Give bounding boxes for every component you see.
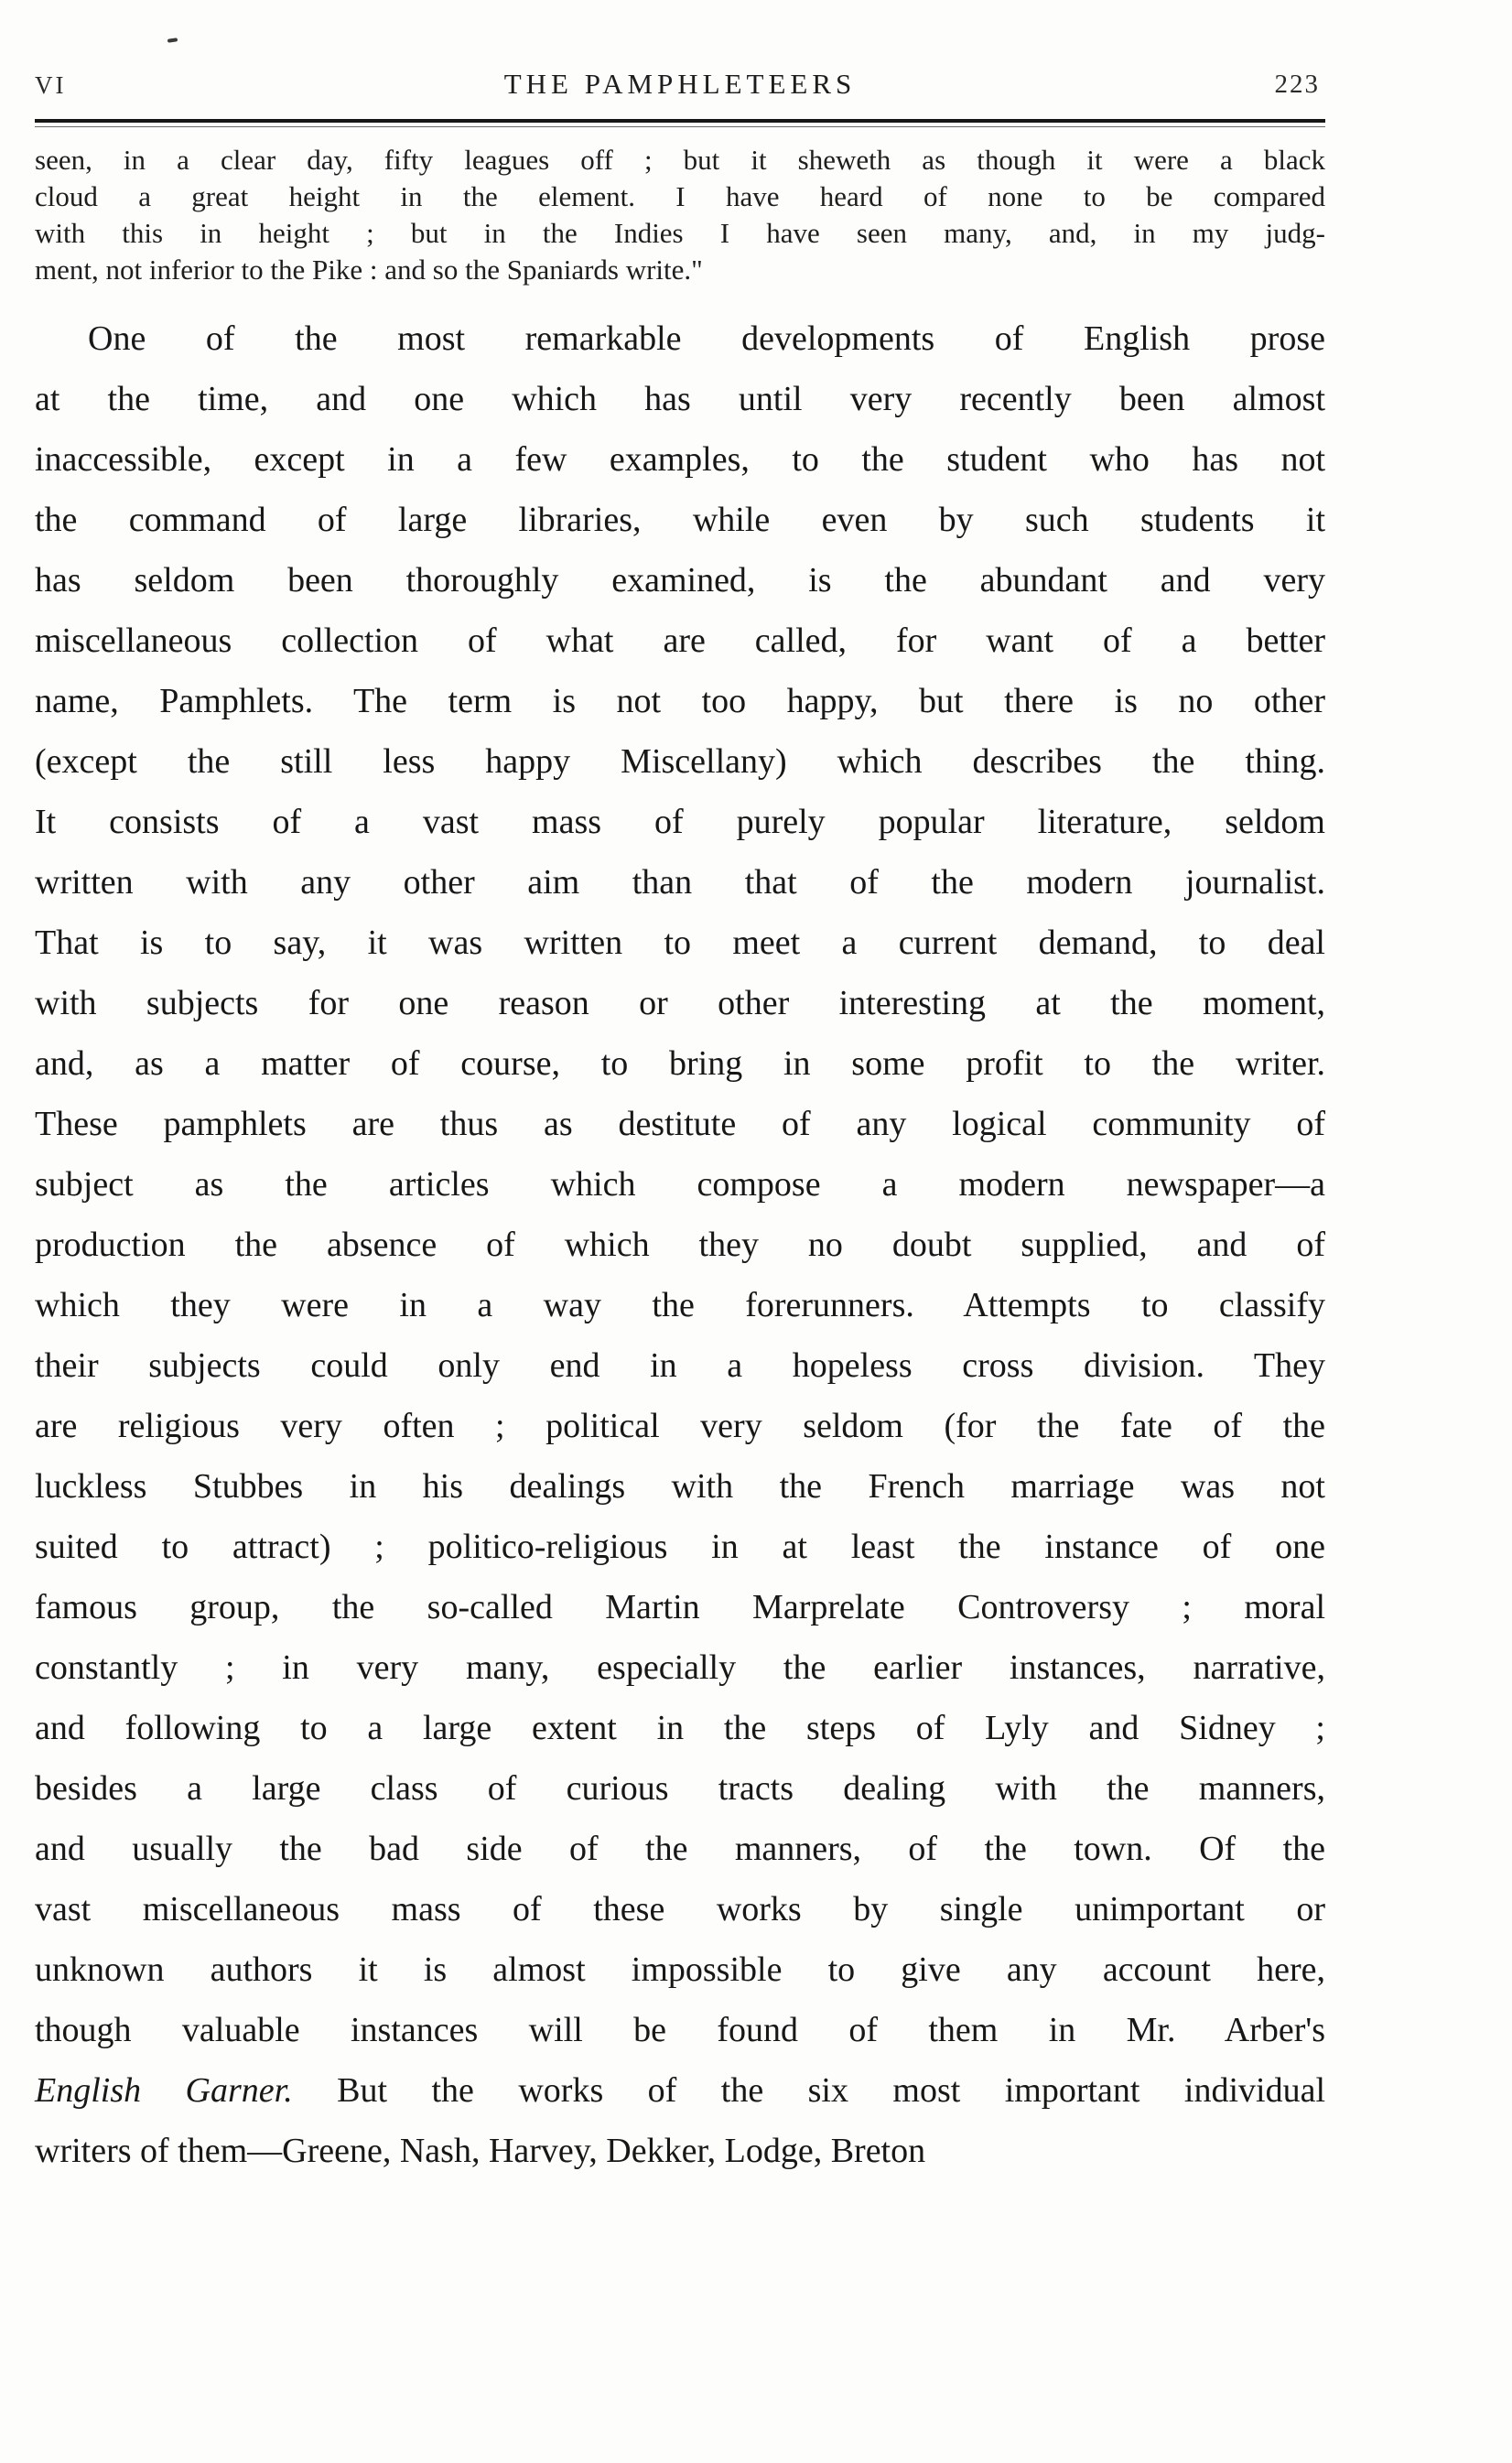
text-segment: name, Pamphlets. The term is not too happy, but there is no other xyxy=(35,682,1325,720)
page-number: 223 xyxy=(1274,70,1320,99)
text-segment: ment, not inferior to the Pike : and so the Spaniards write." xyxy=(35,254,703,286)
text-segment: writers of them—Greene, Nash, Harvey, Dekker, Lodge, Breton xyxy=(35,2132,926,2170)
text-segment: and, as a matter of course, to bring in some profit to the writer. xyxy=(35,1044,1325,1083)
text-line xyxy=(35,2000,1325,2060)
text-line xyxy=(35,369,1325,429)
text-line xyxy=(35,1758,1325,1819)
text-line xyxy=(35,2060,1325,2121)
body-paragraph xyxy=(35,308,1325,2181)
text-segment: cloud a great height in the element. I have heard of none to be compared xyxy=(35,180,1325,212)
text-segment: miscellaneous collection of what are called, for want of a better xyxy=(35,621,1325,660)
text-line xyxy=(35,2121,1325,2181)
text-segment: constantly ; in very many, especially the earlier instances, narrative, xyxy=(35,1648,1325,1687)
text-line xyxy=(35,1033,1325,1094)
text-line xyxy=(35,1939,1325,2000)
text-line xyxy=(35,1819,1325,1879)
text-line xyxy=(35,973,1325,1033)
text-segment: and usually the bad side of the manners, of the town. Of the xyxy=(35,1830,1325,1868)
text-segment: besides a large class of curious tracts dealing with the manners, xyxy=(35,1769,1325,1808)
text-line xyxy=(35,1698,1325,1758)
text-segment: has seldom been thoroughly examined, is the abundant and very xyxy=(35,561,1325,600)
text-segment: luckless Stubbes in his dealings with the French marriage was not xyxy=(35,1467,1325,1506)
text-segment: (except the still less happy Miscellany) which describes the thing. xyxy=(35,742,1325,781)
text-line xyxy=(35,1637,1325,1698)
text-column xyxy=(35,68,1325,2181)
text-segment: That is to say, it was written to meet a current demand, to deal xyxy=(35,924,1325,962)
text-line xyxy=(35,852,1325,913)
text-segment: at the time, and one which has until very recently been almost xyxy=(35,380,1325,418)
text-line xyxy=(35,1577,1325,1637)
text-line xyxy=(35,792,1325,852)
text-line xyxy=(35,671,1325,731)
text-segment: These pamphlets are thus as destitute of any logical community of xyxy=(35,1105,1325,1143)
text-segment: with subjects for one reason or other interesting at the moment, xyxy=(35,984,1325,1022)
text-line xyxy=(35,142,1325,178)
text-line xyxy=(35,550,1325,610)
page-title: THE PAMPHLETEERS xyxy=(503,68,857,100)
text-segment: But the works of the six most important individual xyxy=(292,2071,1326,2110)
text-line xyxy=(35,252,1325,288)
text-segment: with this in height ; but in the Indies I have seen many, and, in my judg- xyxy=(35,217,1325,249)
text-segment: It consists of a vast mass of purely popular literature, seldom xyxy=(35,803,1325,841)
text-line xyxy=(35,429,1325,490)
text-line xyxy=(35,1335,1325,1396)
text-segment: suited to attract) ; politico-religious in at least the instance of one xyxy=(35,1528,1325,1566)
text-segment: famous group, the so-called Martin Marprelate Controversy ; moral xyxy=(35,1588,1325,1626)
text-segment: vast miscellaneous mass of these works by single unimportant or xyxy=(35,1890,1325,1928)
text-line xyxy=(35,1215,1325,1275)
text-segment: inaccessible, except in a few examples, to the student who has not xyxy=(35,440,1325,479)
text-segment: their subjects could only end in a hopeless cross division. They xyxy=(35,1346,1325,1385)
text-segment: the command of large libraries, while even by such students it xyxy=(35,501,1325,539)
text-line xyxy=(35,1517,1325,1577)
text-segment: are religious very often ; political very seldom (for the fate of the xyxy=(35,1407,1325,1445)
text-segment: which they were in a way the forerunners. Attempts to classify xyxy=(35,1286,1325,1324)
text-segment: and following to a large extent in the steps of Lyly and Sidney ; xyxy=(35,1709,1325,1747)
text-segment: though valuable instances will be found of them in Mr. Arber's xyxy=(35,2011,1325,2049)
text-line xyxy=(35,215,1325,252)
running-head xyxy=(35,68,1325,106)
text-line xyxy=(35,1879,1325,1939)
text-line xyxy=(35,1396,1325,1456)
text-line xyxy=(35,610,1325,671)
chapter-number: VI xyxy=(35,71,67,99)
text-line xyxy=(35,1094,1325,1154)
text-line xyxy=(35,913,1325,973)
text-line xyxy=(35,731,1325,792)
text-line xyxy=(35,178,1325,215)
text-segment: unknown authors it is almost impossible to give any account here, xyxy=(35,1950,1325,1989)
text-line xyxy=(35,1275,1325,1335)
text-line xyxy=(35,1154,1325,1215)
text-segment: One of the most remarkable developments of English prose xyxy=(88,319,1325,358)
italic-text: English Garner. xyxy=(35,2071,293,2110)
header-rule xyxy=(35,119,1325,127)
text-segment: production the absence of which they no doubt supplied, and of xyxy=(35,1226,1325,1264)
text-segment: subject as the articles which compose a modern newspaper—a xyxy=(35,1165,1325,1204)
text-segment: written with any other aim than that of the modern journalist. xyxy=(35,863,1325,902)
quote-block xyxy=(35,142,1325,288)
text-line xyxy=(35,490,1325,550)
text-line xyxy=(35,1456,1325,1517)
scan-artifact xyxy=(167,38,178,42)
text-line xyxy=(35,308,1325,369)
text-segment: seen, in a clear day, fifty leagues off ; but it sheweth as though it were a black xyxy=(35,144,1325,176)
